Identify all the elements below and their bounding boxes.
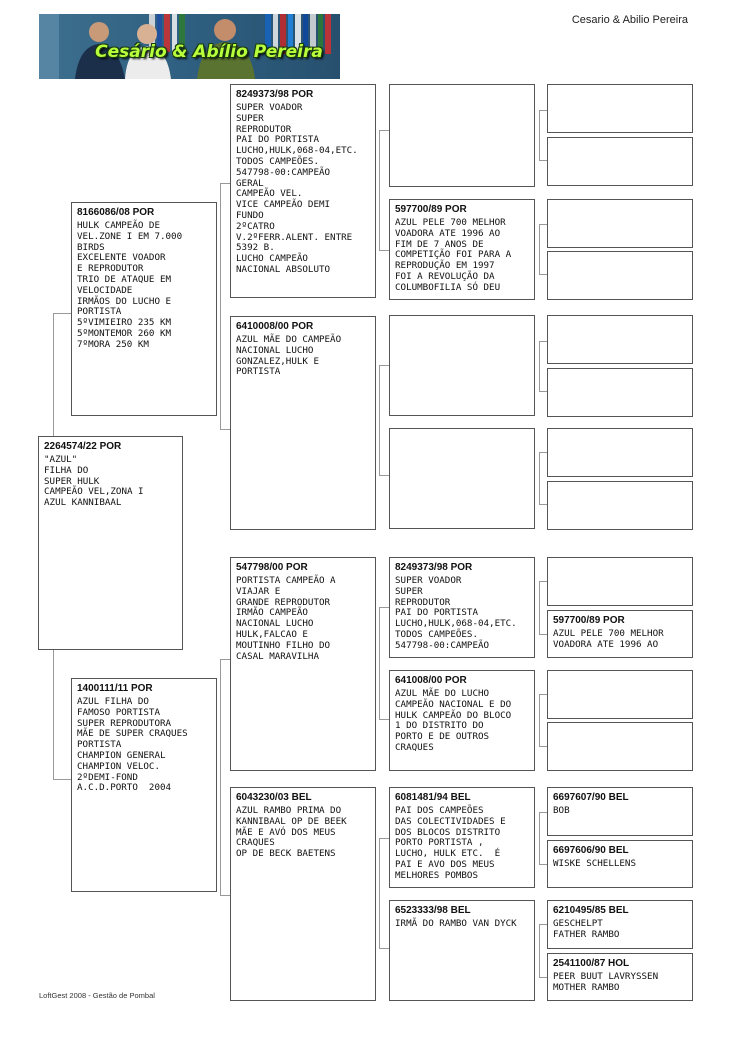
ring-number: 6081481/94 BEL [395, 792, 471, 803]
pigeon-notes: AZUL RAMBO PRIMA DO KANNIBAAL OP DE BEEK MÃE E AVÓ DOS MEUS CRAQUES OP DE BECK BAETENS [236, 805, 347, 860]
connector-line [220, 895, 230, 896]
connector-line [220, 183, 230, 184]
connector-line [379, 250, 389, 251]
connector-line [539, 452, 540, 504]
pigeon-card-gen3-2[interactable] [389, 199, 535, 300]
pigeon-notes: SUPER VOADOR SUPER REPRODUTOR PAI DO PORTISTA LUCHO,HULK,068-04,ETC. TODOS CAMPEÕES. 547798-00:CAMPEÃO GERAL CAMPEÃO VEL. VICE CAMPEÃO DEMI FUNDO 2ºCATRO V.2ºFERR.ALENT. ENTRE 5392 B. LUCHO CAMPEÃO NACIONAL ABSOLUTO [236, 102, 358, 275]
connector-line [539, 224, 547, 225]
connector-line [539, 110, 540, 160]
pigeon-card-sire-sire[interactable] [230, 84, 376, 298]
ring-number: 6523333/98 BEL [395, 905, 471, 916]
connector-line [379, 607, 380, 719]
pigeon-card-gen4-16[interactable] [547, 953, 693, 1001]
pigeon-card-sire-dam[interactable] [230, 316, 376, 530]
ring-number: 6697606/90 BEL [553, 845, 629, 856]
ring-number: 6043230/03 BEL [236, 792, 312, 803]
connector-line [379, 719, 389, 720]
pigeon-notes: IRMÃ DO RAMBO VAN DYCK [395, 918, 517, 929]
connector-line [539, 452, 547, 453]
pigeon-card-gen4-14[interactable] [547, 840, 693, 888]
pigeon-card-gen4-8[interactable] [547, 481, 693, 530]
ring-number: 8166086/08 POR [77, 207, 155, 218]
connector-line [539, 391, 547, 392]
pigeon-card-gen3-3[interactable] [389, 315, 535, 416]
connector-line [539, 224, 540, 274]
connector-line [379, 130, 389, 131]
ring-number: 6410008/00 POR [236, 321, 314, 332]
pigeon-card-dam-dam[interactable] [230, 787, 376, 1001]
pigeon-notes: AZUL PELE 700 MELHOR VOADORA ATE 1996 AO [553, 628, 664, 650]
pigeon-card-gen4-12[interactable] [547, 722, 693, 771]
pigeon-card-gen4-7[interactable] [547, 428, 693, 477]
pigeon-notes: WISKE SCHELLENS [553, 858, 636, 869]
connector-line [379, 130, 380, 250]
footer-text: LoftGest 2008 - Gestão de Pombal [39, 991, 155, 1000]
connector-line [220, 183, 221, 429]
connector-line [220, 659, 230, 660]
ring-number: 1400111/11 POR [77, 683, 153, 694]
pigeon-card-gen4-4[interactable] [547, 251, 693, 300]
ring-number: 2264574/22 POR [44, 441, 122, 452]
pigeon-notes: AZUL MÃE DO CAMPEÃO NACIONAL LUCHO GONZALEZ,HULK E PORTISTA [236, 334, 342, 378]
pigeon-card-gen3-7[interactable] [389, 787, 535, 888]
connector-line [539, 504, 547, 505]
pigeon-card-gen4-11[interactable] [547, 670, 693, 719]
connector-line [539, 812, 547, 813]
pigeon-notes: AZUL PELE 700 MELHOR VOADORA ATE 1996 AO FIM DE 7 ANOS DE COMPETIÇÃO FOI PARA A REPRODUÇÃO EM 1997 FOI A REVOLUÇÃO DA COLUMBOFILIA SÓ DEU [395, 217, 512, 293]
connector-line [53, 313, 71, 314]
pigeon-card-gen4-2[interactable] [547, 137, 693, 186]
pigeon-card-gen4-15[interactable] [547, 900, 693, 949]
pigeon-notes: AZUL FILHA DO FAMOSO PORTISTA SUPER REPRODUTORA MÃE DE SUPER CRAQUES PORTISTA CHAMPION GENERAL CHAMPION VELOC. 2ºDEMI-FOND A.C.D.PORTO 2004 [77, 696, 188, 794]
connector-line [539, 341, 540, 391]
connector-line [379, 607, 389, 608]
pigeon-card-gen3-8[interactable] [389, 900, 535, 1001]
connector-line [379, 365, 380, 475]
connector-line [379, 365, 389, 366]
pigeon-notes: HULK CAMPEÃO DE VEL.ZONE I EM 7.000 BIRDS EXCELENTE VOADOR E REPRODUTOR TRIO DE ATAQUE EM VELOCIDADE IRMÃOS DO LUCHO E PORTISTA 5ºVIMIEIRO 235 KM 5ºMONTEMOR 260 KM 7ºMORA 250 KM [77, 220, 183, 350]
connector-line [379, 475, 389, 476]
pigeon-card-gen3-6[interactable] [389, 670, 535, 771]
connector-line [539, 864, 547, 865]
connector-line [539, 110, 547, 111]
connector-line [539, 977, 547, 978]
connector-line [379, 838, 389, 839]
pigeon-card-gen4-3[interactable] [547, 199, 693, 248]
pigeon-card-gen4-1[interactable] [547, 84, 693, 133]
connector-line [539, 924, 540, 977]
pigeon-card-gen3-1[interactable] [389, 84, 535, 187]
ring-number: 8249373/98 POR [236, 89, 314, 100]
connector-line [539, 581, 547, 582]
pigeon-notes: PEER BUUT LAVRYSSEN MOTHER RAMBO [553, 971, 659, 993]
connector-line [379, 838, 380, 948]
pigeon-card-gen4-10[interactable] [547, 610, 693, 658]
owner-name: Cesario & Abilio Pereira [571, 14, 688, 26]
connector-line [220, 659, 221, 895]
pigeon-card-dam-sire[interactable] [230, 557, 376, 771]
pigeon-card-gen4-13[interactable] [547, 787, 693, 836]
ring-number: 597700/89 POR [553, 615, 625, 626]
pigeon-notes: "AZUL" FILHA DO SUPER HULK CAMPEÃO VEL,ZONA I AZUL KANNIBAAL [44, 454, 144, 509]
connector-line [539, 341, 547, 342]
pigeon-notes: BOB [553, 805, 570, 816]
pigeon-card-gen4-5[interactable] [547, 315, 693, 364]
pigeon-card-sire[interactable] [71, 202, 217, 416]
connector-line [539, 812, 540, 864]
ring-number: 2541100/87 HOL [553, 958, 630, 969]
pigeon-card-gen4-9[interactable] [547, 557, 693, 606]
ring-number: 8249373/98 POR [395, 562, 473, 573]
ring-number: 597700/89 POR [395, 204, 467, 215]
connector-line [539, 160, 547, 161]
connector-line [539, 924, 547, 925]
pigeon-card-dam[interactable] [71, 678, 217, 892]
connector-line [539, 581, 540, 634]
connector-line [220, 429, 230, 430]
pigeon-card-gen3-4[interactable] [389, 428, 535, 529]
connector-line [539, 634, 547, 635]
logo-text: Cesário & Abílio Pereira [95, 42, 323, 62]
connector-line [539, 746, 547, 747]
ring-number: 6697607/90 BEL [553, 792, 629, 803]
pigeon-notes: PORTISTA CAMPEÃO A VIAJAR E GRANDE REPRODUTOR IRMÃO CAMPEÃO NACIONAL LUCHO HULK,FALCAO E MOUTINHO FILHO DO CASAL MARAVILHA [236, 575, 336, 662]
connector-line [379, 948, 389, 949]
pigeon-card-gen4-6[interactable] [547, 368, 693, 417]
connector-line [539, 694, 540, 746]
pigeon-notes: GESCHELPT FATHER RAMBO [553, 918, 620, 940]
pigeon-notes: PAI DOS CAMPEÕES DAS COLECTIVIDADES E DOS BLOCOS DISTRITO PORTO PORTISTA , LUCHO, HULK ETC. É PAI E AVO DOS MEUS MELHORES POMBOS [395, 805, 506, 881]
pigeon-card-subject[interactable] [38, 436, 183, 650]
connector-line [539, 694, 547, 695]
pigeon-notes: SUPER VOADOR SUPER REPRODUTOR PAI DO PORTISTA LUCHO,HULK,068-04,ETC. TODOS CAMPEÕES. 547798-00:CAMPEÃO [395, 575, 517, 651]
pigeon-card-gen3-5[interactable] [389, 557, 535, 658]
connector-line [539, 274, 547, 275]
connector-line [53, 779, 71, 780]
ring-number: 547798/00 POR [236, 562, 308, 573]
pigeon-notes: AZUL MÃE DO LUCHO CAMPEÃO NACIONAL E DO HULK CAMPEÃO DO BLOCO 1 DO DISTRITO DO PORTO E DE OUTROS CRAQUES [395, 688, 512, 753]
ring-number: 641008/00 POR [395, 675, 467, 686]
ring-number: 6210495/85 BEL [553, 905, 629, 916]
